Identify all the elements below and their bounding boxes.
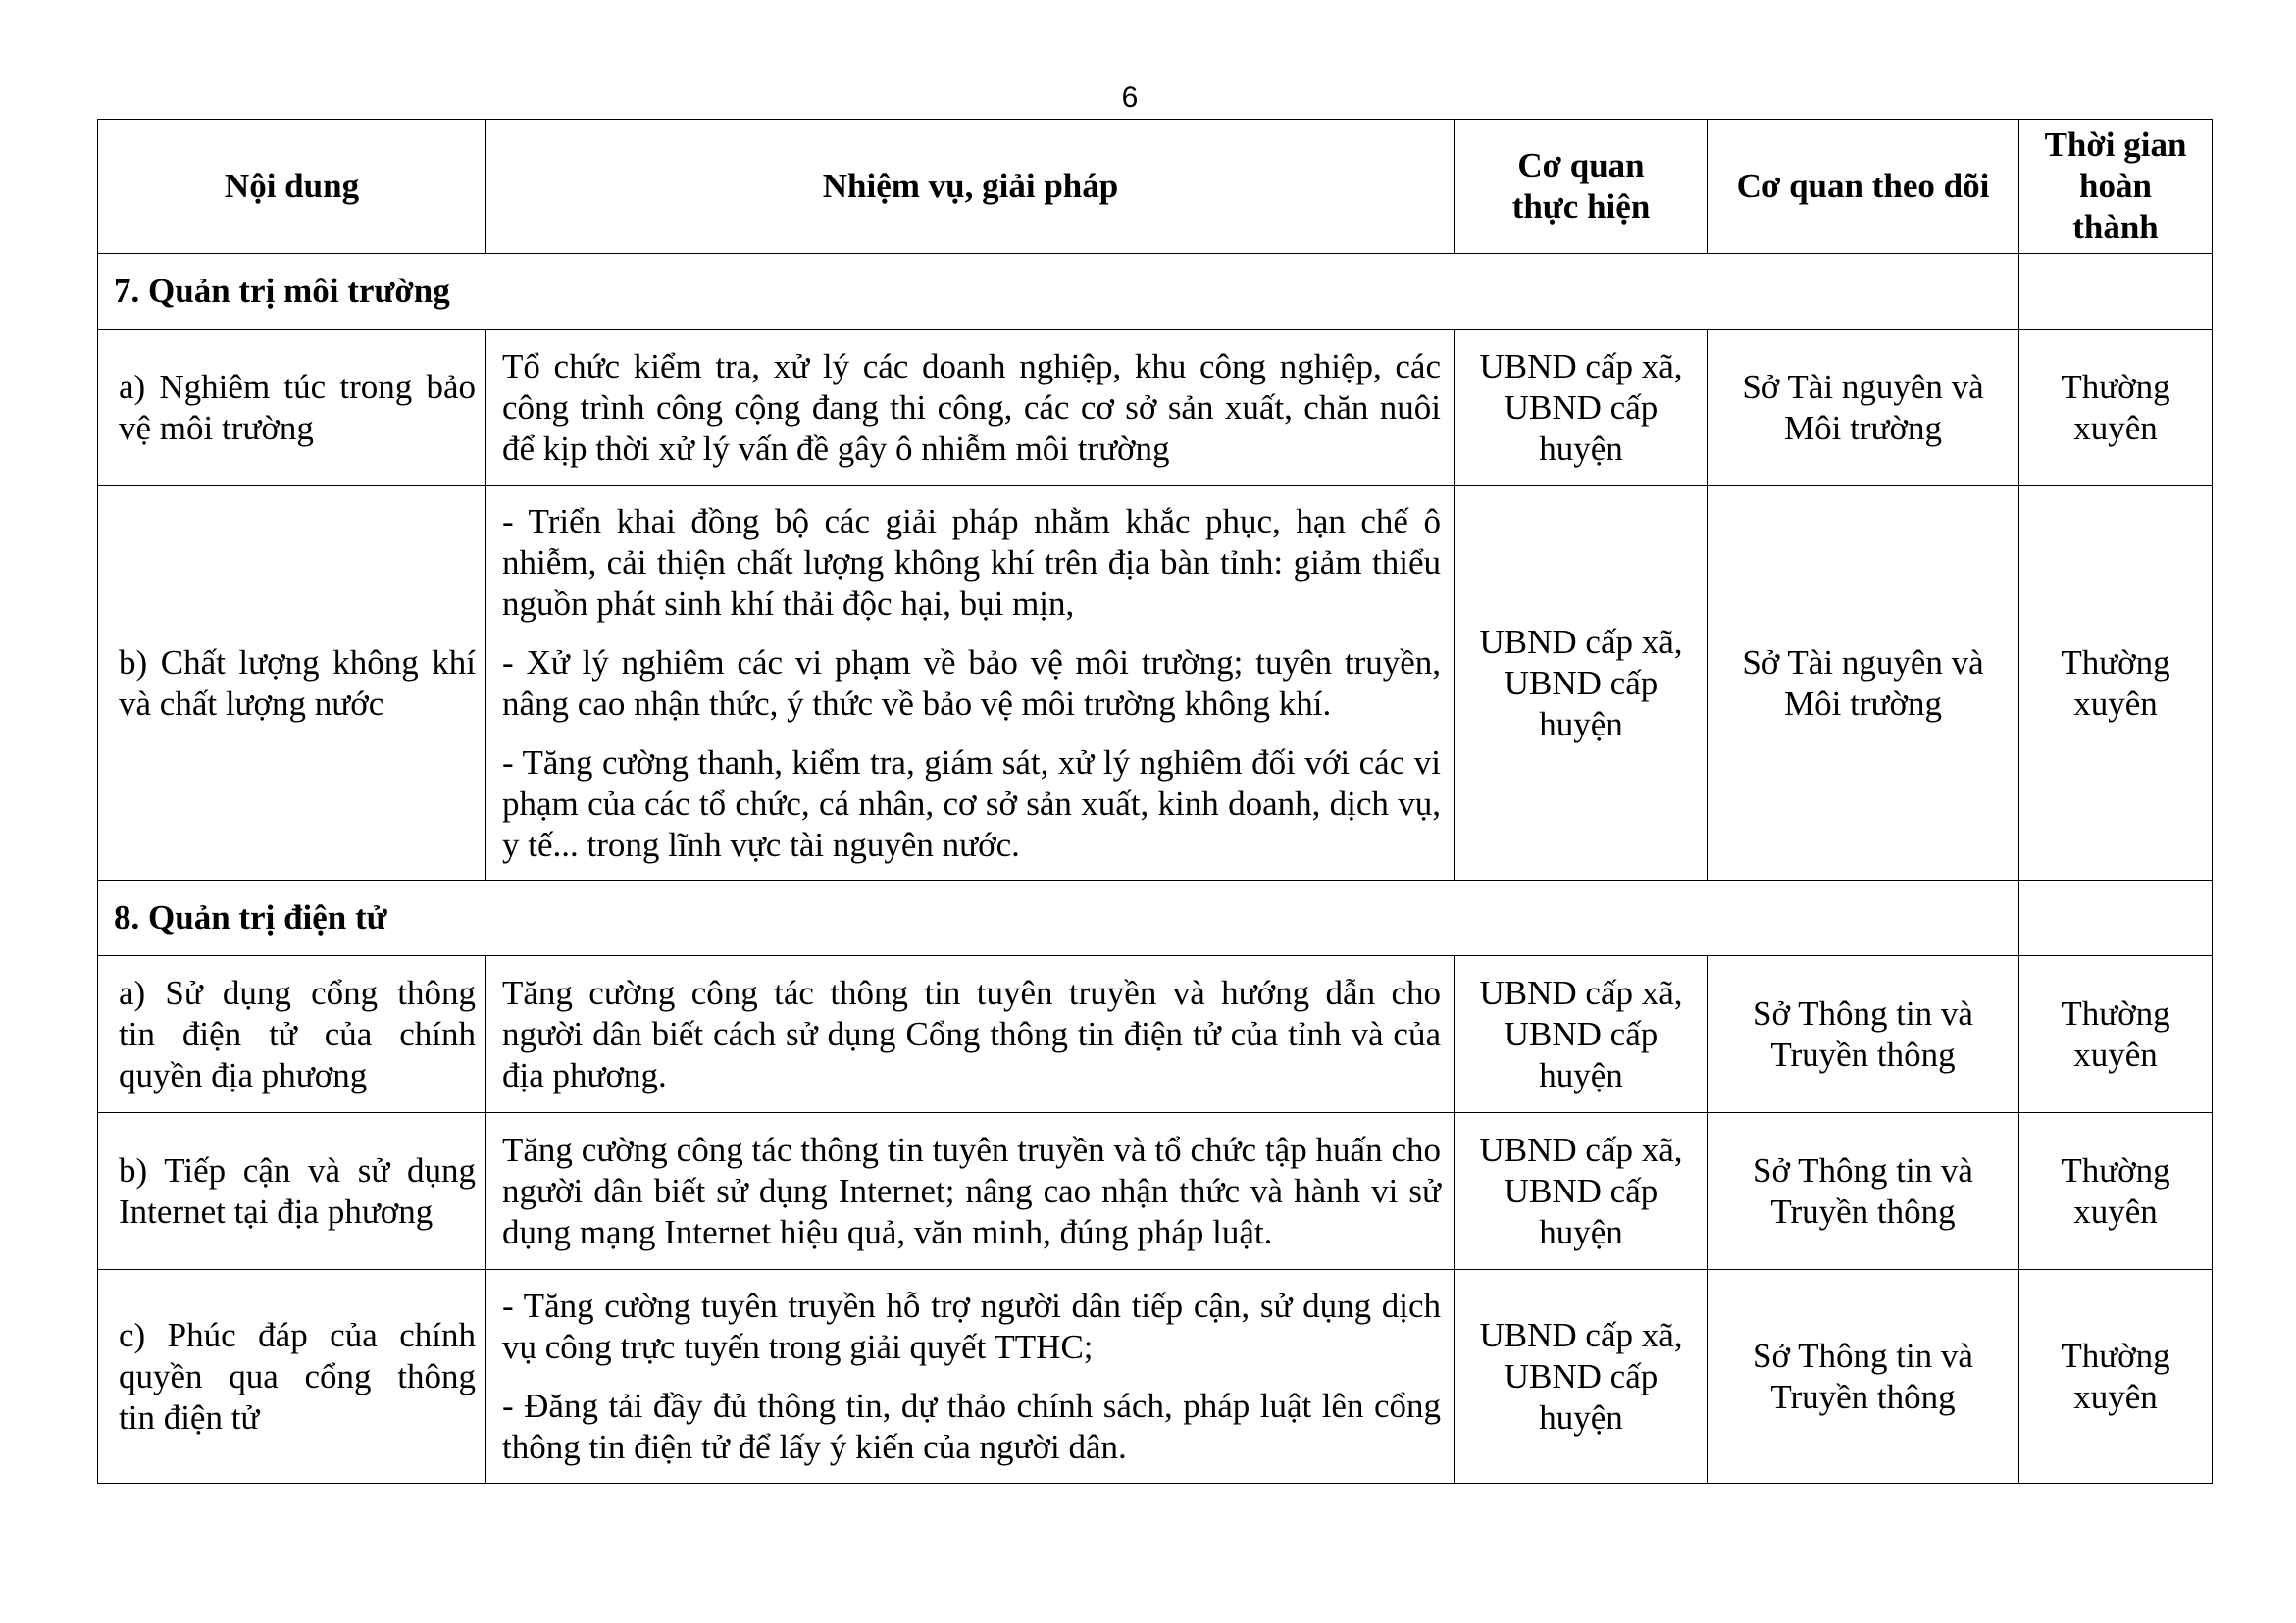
cell-tasks — [486, 330, 1455, 486]
text-line: huyện — [1539, 1397, 1623, 1437]
text-line: Thường — [2061, 1150, 2170, 1190]
text-line: UBND cấp — [1504, 1356, 1658, 1395]
header-completion-time — [2019, 120, 2213, 254]
text-line: UBND cấp xã, — [1479, 622, 1683, 661]
text-line: xuyên — [2073, 684, 2158, 723]
text-line: b) Chất lượng không khí — [119, 642, 476, 682]
text-line: Sở Tài nguyên và — [1742, 642, 1984, 682]
text-line: tin điện tử — [119, 1397, 260, 1437]
text-line: Nhiệm vụ, giải pháp — [822, 167, 1119, 205]
text-line: và chất lượng nước — [119, 684, 384, 723]
text-line: Môi trường — [1784, 408, 1942, 447]
text-line: dụng mạng Internet hiệu quả, văn minh, đúng pháp luật. — [502, 1212, 1273, 1251]
table-row — [98, 330, 2213, 486]
cell-implementing-agency — [1455, 486, 1708, 881]
table-body — [98, 254, 2213, 1484]
text-line: Truyền thông — [1770, 1192, 1956, 1231]
text-line: UBND cấp — [1504, 387, 1658, 427]
text-line: UBND cấp — [1504, 1014, 1658, 1053]
text-line: huyện — [1539, 1055, 1623, 1094]
cell-implementing-agency — [1455, 1113, 1708, 1270]
text-line: y tế... trong lĩnh vực tài nguyên nước. — [502, 825, 1020, 864]
text-line: xuyên — [2073, 408, 2158, 447]
task-paragraph — [502, 742, 1441, 866]
text-line: Thường — [2061, 993, 2170, 1033]
text-line: UBND cấp xã, — [1479, 1315, 1683, 1354]
text-line: UBND cấp xã, — [1479, 973, 1683, 1012]
text-line: Truyền thông — [1770, 1035, 1956, 1074]
text-line: - Triển khai đồng bộ các giải pháp nhằm khắc phục, hạn chế ô — [502, 501, 1441, 540]
text-line: UBND cấp — [1504, 1171, 1658, 1210]
text-line: huyện — [1539, 1212, 1623, 1251]
cell-monitoring-agency — [1708, 1270, 2019, 1484]
cell-tasks — [486, 486, 1455, 881]
header-tasks — [486, 120, 1455, 254]
text-line: Thường — [2061, 1336, 2170, 1375]
text-line: Thường — [2061, 367, 2170, 406]
text-line: hoàn — [2079, 167, 2152, 205]
plan-table — [97, 119, 2213, 1484]
text-line: thông tin điện tử để lấy ý kiến của người dân. — [502, 1427, 1127, 1466]
text-line: huyện — [1539, 429, 1623, 468]
text-line: b) Tiếp cận và sử dụng — [119, 1150, 476, 1190]
text-line: Sở Thông tin và — [1753, 993, 1973, 1033]
section-row — [98, 254, 2213, 330]
text-line: Internet tại địa phương — [119, 1192, 434, 1231]
text-line: tin điện tử của chính — [119, 1014, 476, 1053]
cell-monitoring-agency — [1708, 1113, 2019, 1270]
table-row — [98, 956, 2213, 1113]
table-header — [98, 120, 2213, 254]
text-line: nhiễm, cải thiện chất lượng không khí trên địa bàn tỉnh: giảm thiểu — [502, 542, 1441, 582]
header-row — [98, 120, 2213, 254]
page-number: 6 — [1121, 81, 1139, 114]
cell-content — [98, 1113, 486, 1270]
text-line: phạm của các tổ chức, cá nhân, cơ sở sản xuất, kinh doanh, dịch vụ, — [502, 784, 1441, 823]
text-line: thành — [2072, 208, 2159, 246]
text-line: - Xử lý nghiêm các vi phạm về bảo vệ môi trường; tuyên truyền, — [502, 642, 1441, 682]
cell-implementing-agency — [1455, 330, 1708, 486]
text-line: Tăng cường công tác thông tin tuyên truyền và tổ chức tập huấn cho — [502, 1130, 1441, 1169]
text-line: để kịp thời xử lý vấn đề gây ô nhiễm môi trường — [502, 429, 1170, 468]
text-line: c) Phúc đáp của chính — [119, 1315, 476, 1354]
cell-monitoring-agency — [1708, 330, 2019, 486]
table-row — [98, 486, 2213, 881]
text-line: - Tăng cường thanh, kiểm tra, giám sát, xử lý nghiêm đối với các vi — [502, 742, 1441, 782]
text-line: Sở Thông tin và — [1753, 1336, 1973, 1375]
text-line: UBND cấp xã, — [1479, 346, 1683, 385]
text-line: địa phương. — [502, 1055, 667, 1094]
task-paragraph — [502, 1286, 1441, 1368]
cell-implementing-agency — [1455, 956, 1708, 1113]
cell-completion-time — [2019, 956, 2213, 1113]
text-line: người dân biết cách sử dụng Cổng thông tin điện tử của tỉnh và của — [502, 1014, 1441, 1053]
text-line: vụ công trực tuyến trong giải quyết TTHC; — [502, 1327, 1094, 1366]
section-blank-cell — [2019, 254, 2213, 330]
cell-tasks — [486, 1270, 1455, 1484]
text-line: người dân biết sử dụng Internet; nâng cao nhận thức và hành vi sử — [502, 1171, 1441, 1210]
cell-completion-time — [2019, 1113, 2213, 1270]
text-line: Sở Thông tin và — [1753, 1150, 1973, 1190]
header-content — [98, 120, 486, 254]
cell-content — [98, 1270, 486, 1484]
header-monitoring-agency — [1708, 120, 2019, 254]
cell-completion-time — [2019, 1270, 2213, 1484]
cell-implementing-agency — [1455, 1270, 1708, 1484]
text-line: Cơ quan — [1517, 146, 1645, 184]
text-line: Tăng cường công tác thông tin tuyên truyền và hướng dẫn cho — [502, 973, 1441, 1012]
table-row — [98, 1270, 2213, 1484]
text-line: UBND cấp xã, — [1479, 1130, 1683, 1169]
cell-completion-time — [2019, 486, 2213, 881]
text-line: Truyền thông — [1770, 1377, 1956, 1416]
text-line: Thời gian — [2044, 126, 2187, 164]
text-line: nâng cao nhận thức, ý thức về bảo vệ môi trường không khí. — [502, 684, 1332, 723]
text-line: - Đăng tải đầy đủ thông tin, dự thảo chính sách, pháp luật lên cổng — [502, 1386, 1441, 1425]
text-line: Sở Tài nguyên và — [1742, 367, 1984, 406]
text-line: quyền địa phương — [119, 1055, 368, 1094]
text-line: huyện — [1539, 704, 1623, 743]
task-paragraph — [502, 501, 1441, 625]
text-line: Thường — [2061, 642, 2170, 682]
cell-monitoring-agency — [1708, 956, 2019, 1113]
text-line: xuyên — [2073, 1035, 2158, 1074]
text-line: vệ môi trường — [119, 408, 314, 447]
table-row — [98, 1113, 2213, 1270]
task-paragraph — [502, 642, 1441, 725]
section-row — [98, 881, 2213, 956]
text-line: Cơ quan theo dõi — [1736, 167, 1990, 205]
cell-content — [98, 330, 486, 486]
text-line: Nội dung — [224, 167, 360, 205]
cell-tasks — [486, 1113, 1455, 1270]
cell-completion-time — [2019, 330, 2213, 486]
text-line: a) Sử dụng cổng thông — [119, 973, 476, 1012]
cell-monitoring-agency — [1708, 486, 2019, 881]
text-line: xuyên — [2073, 1192, 2158, 1231]
cell-tasks — [486, 956, 1455, 1113]
cell-content — [98, 486, 486, 881]
section-title: 8. Quản trị điện tử — [98, 881, 2019, 956]
text-line: - Tăng cường tuyên truyền hỗ trợ người dân tiếp cận, sử dụng dịch — [502, 1286, 1441, 1325]
cell-content — [98, 956, 486, 1113]
header-implementing-agency — [1455, 120, 1708, 254]
task-paragraph — [502, 1130, 1441, 1253]
text-line: a) Nghiêm túc trong bảo — [119, 367, 476, 406]
task-paragraph — [502, 346, 1441, 470]
text-line: UBND cấp — [1504, 663, 1658, 702]
section-title: 7. Quản trị môi trường — [98, 254, 2019, 330]
text-line: Môi trường — [1784, 684, 1942, 723]
task-paragraph — [502, 1386, 1441, 1468]
text-line: quyền qua cổng thông — [119, 1356, 476, 1395]
text-line: công trình công cộng đang thi công, các cơ sở sản xuất, chăn nuôi — [502, 387, 1441, 427]
section-blank-cell — [2019, 881, 2213, 956]
task-paragraph — [502, 973, 1441, 1096]
text-line: thực hiện — [1511, 187, 1651, 226]
text-line: Tổ chức kiểm tra, xử lý các doanh nghiệp, khu công nghiệp, các — [502, 346, 1441, 385]
text-line: nguồn phát sinh khí thải độc hại, bụi mịn, — [502, 583, 1075, 623]
text-line: xuyên — [2073, 1377, 2158, 1416]
